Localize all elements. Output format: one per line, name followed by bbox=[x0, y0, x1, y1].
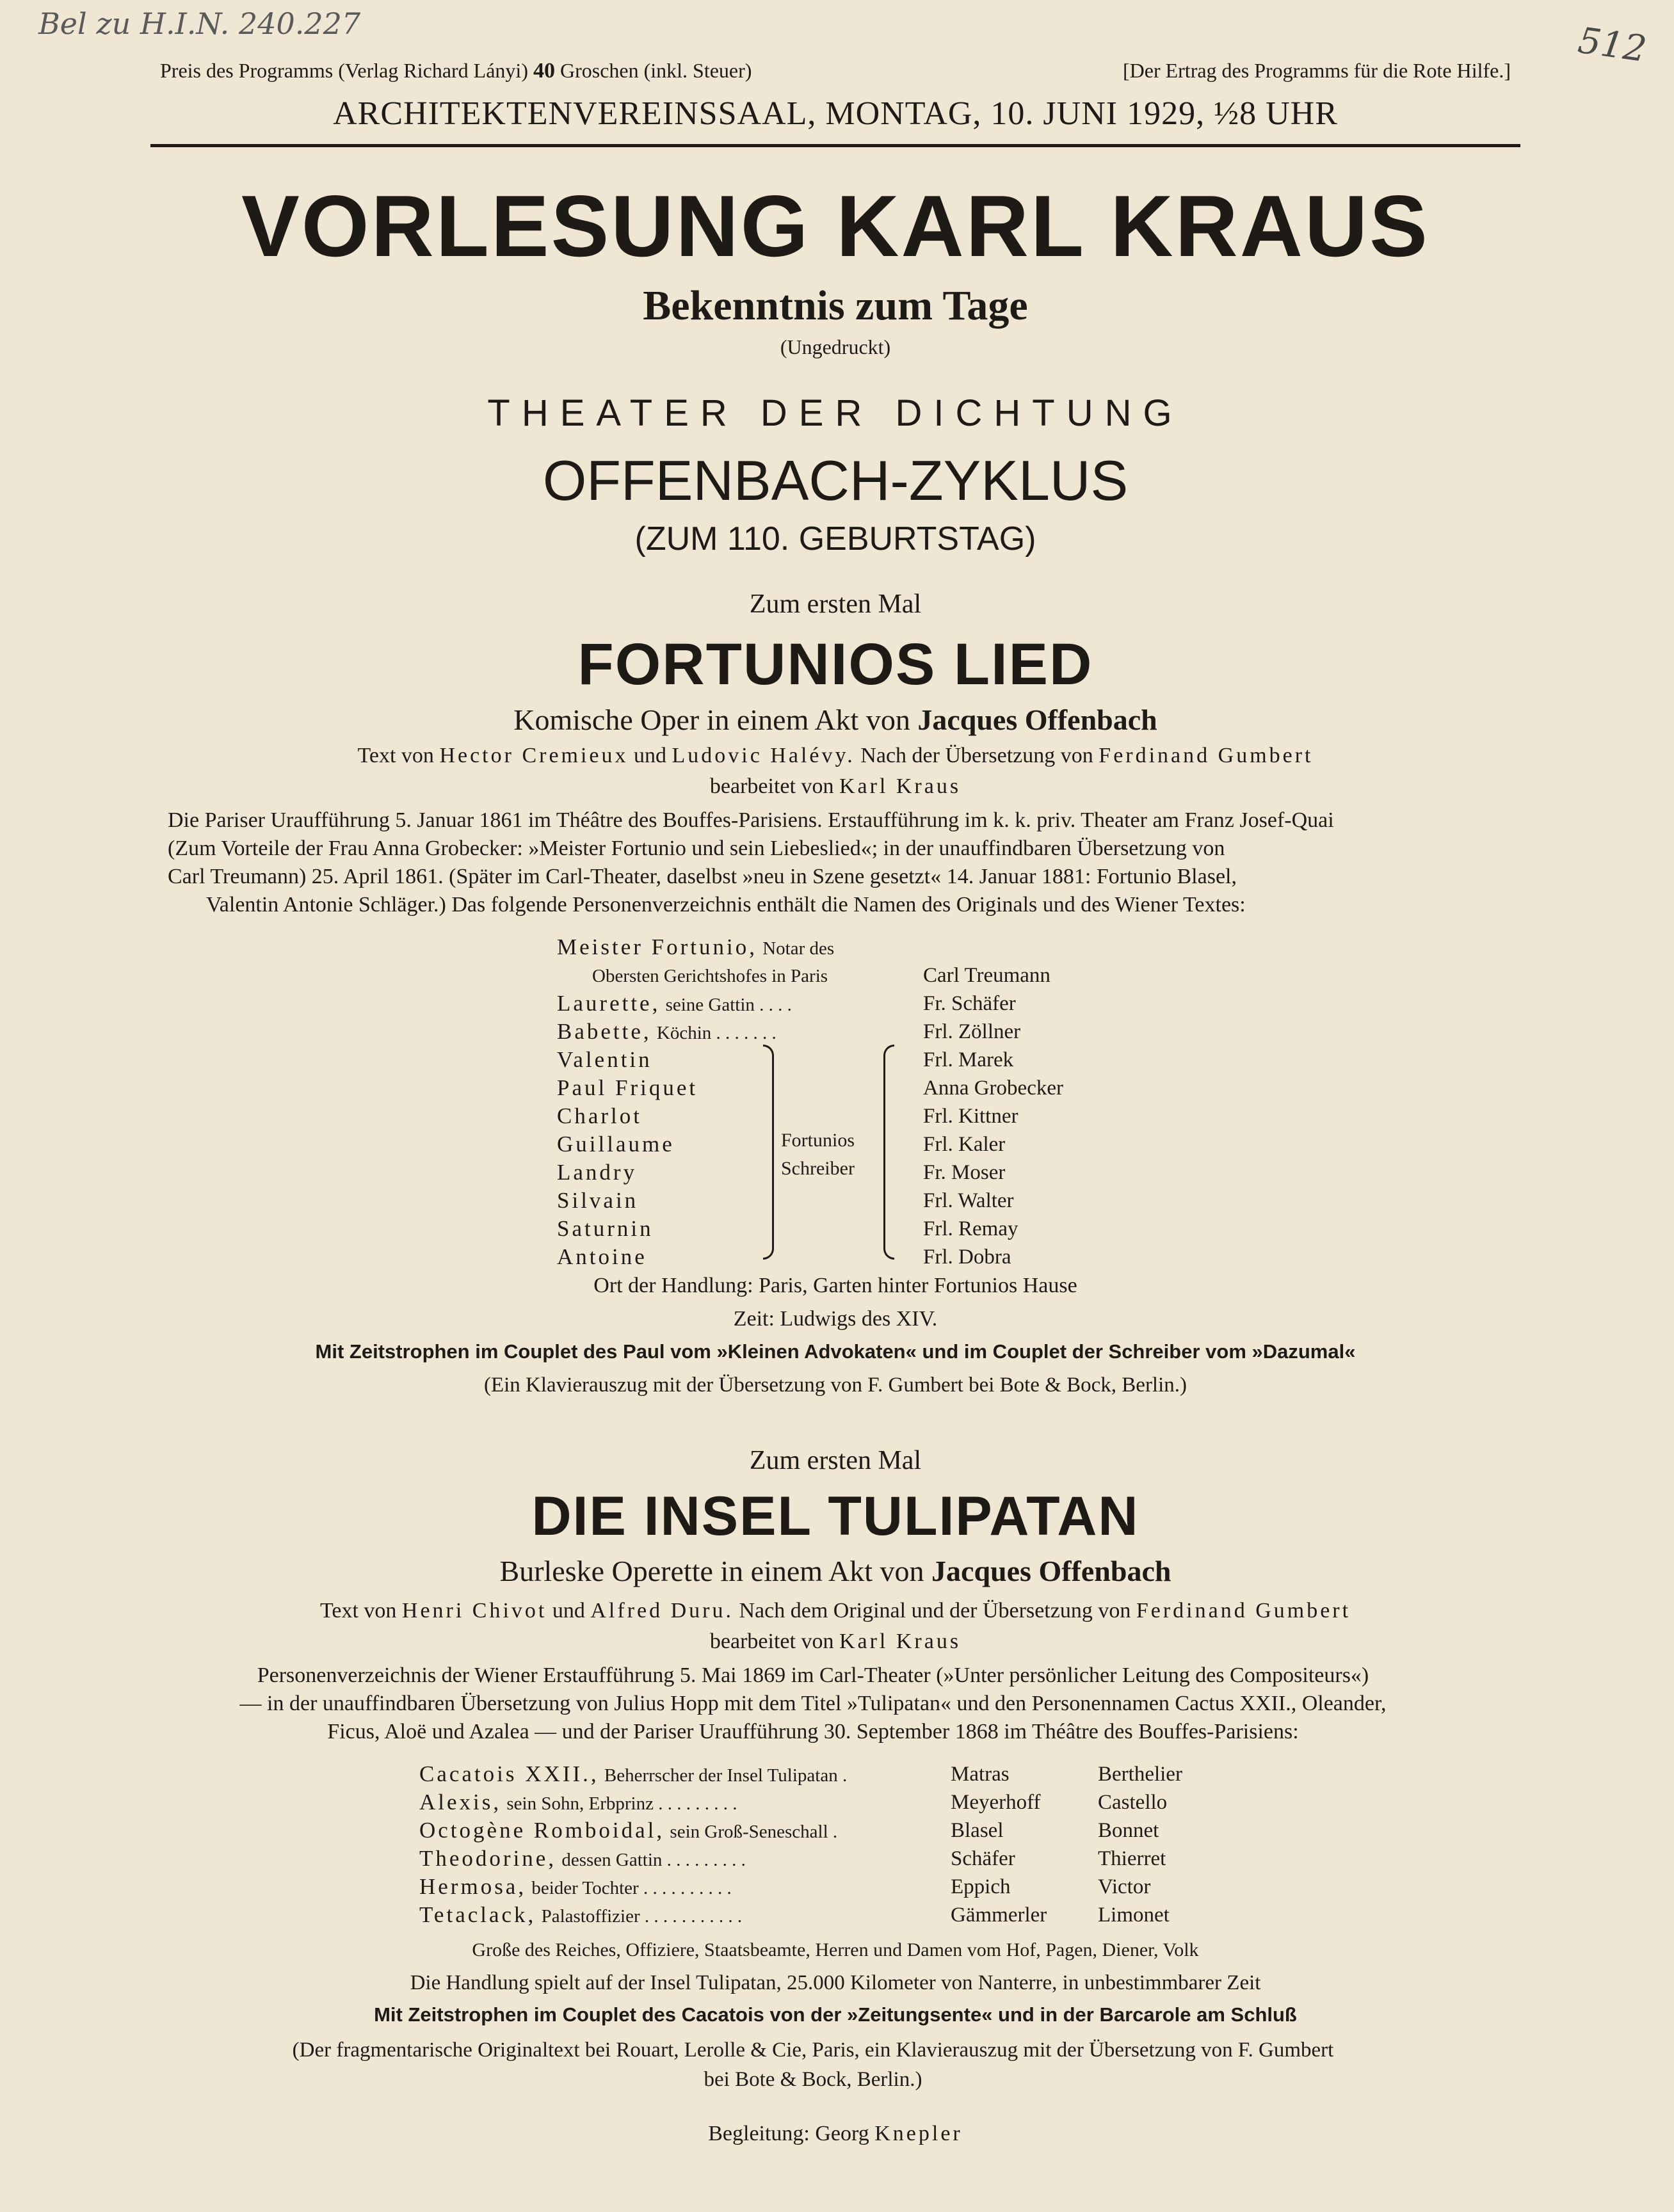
cast-row: Paul Friquet bbox=[557, 1075, 698, 1100]
margin-note: Bel zu H.I.N. 240.227 bbox=[38, 6, 361, 41]
scribes-group-label: Fortunios Schreiber bbox=[781, 1130, 855, 1179]
first-time-label-1: Zum ersten Mal bbox=[749, 589, 922, 619]
cast-row: Babette, Köchin . . . . . . . bbox=[557, 1019, 777, 1044]
actor: Bonnet bbox=[1098, 1819, 1159, 1842]
actor: Frl. Remay bbox=[923, 1217, 1018, 1240]
cast-row: Octogène Romboidal, sein Groß-Seneschall . bbox=[419, 1818, 838, 1843]
cast-row: Laurette, seine Gattin . . . . bbox=[557, 991, 792, 1016]
cast-row: Tetaclack, Palastoffizier . . . . . . . . . . . bbox=[419, 1902, 743, 1927]
brace-left bbox=[763, 1045, 774, 1260]
venue-date: ARCHITEKTENVEREINSSAAL, MONTAG, 10. JUNI 1929, ½8 UHR bbox=[333, 95, 1338, 132]
actor: Frl. Dobra bbox=[923, 1246, 1011, 1269]
work1-history: Die Pariser Uraufführung 5. Januar 1861 im Théâtre des Bouffes-Parisiens. Erstaufführung im k. k. priv. Theater am Franz Josef-Quai (Zum Vorteile der Frau Anna Grobecker: »Meister Fortunio und sein Liebeslied«; in der unauffindbaren Übersetzung von Carl Treumann) 25. April 1861. (Später im Carl-Theater, daselbst »neu in Szene gesetzt« 14. Januar 1881: Fortunio Blasel, Valentin Antonie Schläger.) Das folgende Personenverzeichnis enthält die Namen des Originals und des Wiener Textes: bbox=[168, 808, 1334, 917]
brace-right bbox=[883, 1045, 894, 1260]
work2-cast-paris bbox=[1098, 1760, 1182, 1929]
actor: Gämmerler bbox=[951, 1903, 1047, 1927]
actor: Thierret bbox=[1098, 1847, 1166, 1870]
cast-row: Alexis, sein Sohn, Erbprinz . . . . . . . . . bbox=[419, 1790, 737, 1815]
work1-text-credit: Text von Hector Cremieux und Ludovic Halévy. Nach der Übersetzung von Ferdinand Gumbert bbox=[357, 744, 1314, 767]
actor: Berthelier bbox=[1098, 1763, 1182, 1786]
actor: Frl. Kittner bbox=[923, 1105, 1018, 1128]
work1-cast-actors bbox=[923, 961, 1063, 1271]
work1-place: Ort der Handlung: Paris, Garten hinter Fortunios Hause bbox=[593, 1274, 1077, 1297]
work1-time: Zeit: Ludwigs des XIV. bbox=[733, 1307, 938, 1331]
work2-setting: Die Handlung spielt auf der Insel Tulipatan, 25.000 Kilometer von Nanterre, in unbestimmbarer Zeit bbox=[410, 1971, 1261, 1994]
first-time-label-2: Zum ersten Mal bbox=[749, 1446, 922, 1475]
cast-row: Landry bbox=[557, 1160, 638, 1185]
main-subtitle: Bekenntnis zum Tage bbox=[643, 282, 1028, 329]
work2-cast-vienna bbox=[951, 1760, 1047, 1929]
actor: Meyerhoff bbox=[951, 1791, 1041, 1814]
actor: Frl. Marek bbox=[923, 1048, 1014, 1071]
actor: Victor bbox=[1098, 1875, 1151, 1898]
cast-row: Valentin bbox=[557, 1047, 652, 1072]
work1-cast-names: Meister Fortunio, Notar des Obersten Gerichtshofes in Paris Laurette, seine Gattin . . . . Babette, Köchin . . . . . . . Valentin Paul Friquet Charlot Guillaume Landry Silvain Saturnin Antoine bbox=[557, 933, 834, 1271]
cast-row: Theodorine, dessen Gattin . . . . . . . . . bbox=[419, 1846, 746, 1871]
proceeds-note: [Der Ertrag des Programms für die Rote Hilfe.] bbox=[1122, 59, 1511, 82]
actor: Matras bbox=[951, 1763, 1010, 1786]
cycle-note: (ZUM 110. GEBURTSTAG) bbox=[634, 520, 1036, 557]
cast-row: Charlot bbox=[557, 1103, 642, 1128]
actor: Carl Treumann bbox=[923, 964, 1050, 987]
cast-row: Saturnin bbox=[557, 1216, 654, 1241]
cast-row: Silvain bbox=[557, 1188, 639, 1213]
accompaniment: Begleitung: Georg Knepler bbox=[708, 2122, 963, 2145]
work2-topical: Mit Zeitstrophen im Couplet des Cacatois von der »Zeitungsente« und in der Barcarole am Schluß bbox=[374, 2003, 1297, 2026]
actor: Fr. Moser bbox=[923, 1161, 1006, 1184]
work2-genre: Burleske Operette in einem Akt von Jacques Offenbach bbox=[499, 1555, 1171, 1587]
actor: Frl. Zöllner bbox=[923, 1020, 1021, 1043]
work2-cast-names bbox=[419, 1760, 847, 1929]
work2-extras: Große des Reiches, Offiziere, Staatsbeamte, Herren und Damen vom Hof, Pagen, Diener, Volk bbox=[472, 1939, 1199, 1960]
price-line bbox=[160, 59, 1511, 83]
work1-title: FORTUNIOS LIED bbox=[577, 632, 1093, 697]
work2-history: Personenverzeichnis der Wiener Erstaufführung 5. Mai 1869 im Carl-Theater (»Unter persönlicher Leitung des Compositeurs«) — in der unauffindbaren Übersetzung von Julius Hopp mit dem Titel »Tulipatan« und den Personennamen Cactus XXII., Oleander, Ficus, Aloë und Azalea — und der Pariser Uraufführung 30. September 1868 im Théâtre des Bouffes-Parisiens: bbox=[239, 1663, 1387, 1743]
actor: Fr. Schäfer bbox=[923, 992, 1016, 1015]
header-rule bbox=[150, 144, 1520, 147]
subtitle-note: (Ungedruckt) bbox=[780, 335, 891, 358]
actor: Eppich bbox=[951, 1875, 1011, 1898]
cast-row: Hermosa, beider Tochter . . . . . . . . . . bbox=[419, 1874, 732, 1899]
work2-title: DIE INSEL TULIPATAN bbox=[531, 1486, 1139, 1547]
work1-genre: Komische Oper in einem Akt von Jacques Offenbach bbox=[513, 703, 1157, 736]
page-number: 512 bbox=[1575, 19, 1649, 71]
actor: Frl. Walter bbox=[923, 1189, 1014, 1212]
work2-arranger: bearbeitet von Karl Kraus bbox=[709, 1630, 962, 1653]
actor: Limonet bbox=[1098, 1903, 1170, 1927]
theater-heading: THEATER DER DICHTUNG bbox=[487, 392, 1184, 434]
actor: Frl. Kaler bbox=[923, 1133, 1006, 1156]
work1-arranger: bearbeitet von Karl Kraus bbox=[709, 774, 962, 798]
work2-fragment-note: (Der fragmentarische Originaltext bei Rouart, Lerolle & Cie, Paris, ein Klavierauszug mit der Übersetzung von F. Gumbert bei Bote & Bock, Berlin.) bbox=[292, 2039, 1334, 2091]
actor: Castello bbox=[1098, 1791, 1168, 1814]
actor: Schäfer bbox=[951, 1847, 1015, 1870]
price-info: Preis des Programms (Verlag Richard Lányi) 40 Groschen (inkl. Steuer) bbox=[160, 59, 752, 83]
cycle-heading: OFFENBACH-ZYKLUS bbox=[542, 449, 1129, 512]
cast-row: Antoine bbox=[557, 1244, 647, 1269]
work2-text-credit: Text von Henri Chivot und Alfred Duru. Nach dem Original und der Übersetzung von Ferdinand Gumbert bbox=[319, 1599, 1351, 1623]
actor: Anna Grobecker bbox=[923, 1077, 1063, 1100]
main-title: VORLESUNG KARL KRAUS bbox=[241, 177, 1429, 275]
cast-row: Cacatois XXII., Beherrscher der Insel Tulipatan . bbox=[419, 1761, 848, 1786]
actor: Blasel bbox=[951, 1819, 1004, 1842]
work1-topical: Mit Zeitstrophen im Couplet des Paul vom »Kleinen Advokaten« und im Couplet der Schreiber vom »Dazumal« bbox=[315, 1340, 1356, 1363]
cast-row: Meister Fortunio, Notar des bbox=[557, 934, 835, 959]
work1-piano: (Ein Klavierauszug mit der Übersetzung von F. Gumbert bei Bote & Bock, Berlin.) bbox=[483, 1374, 1187, 1397]
cast-row: Guillaume bbox=[557, 1132, 675, 1157]
